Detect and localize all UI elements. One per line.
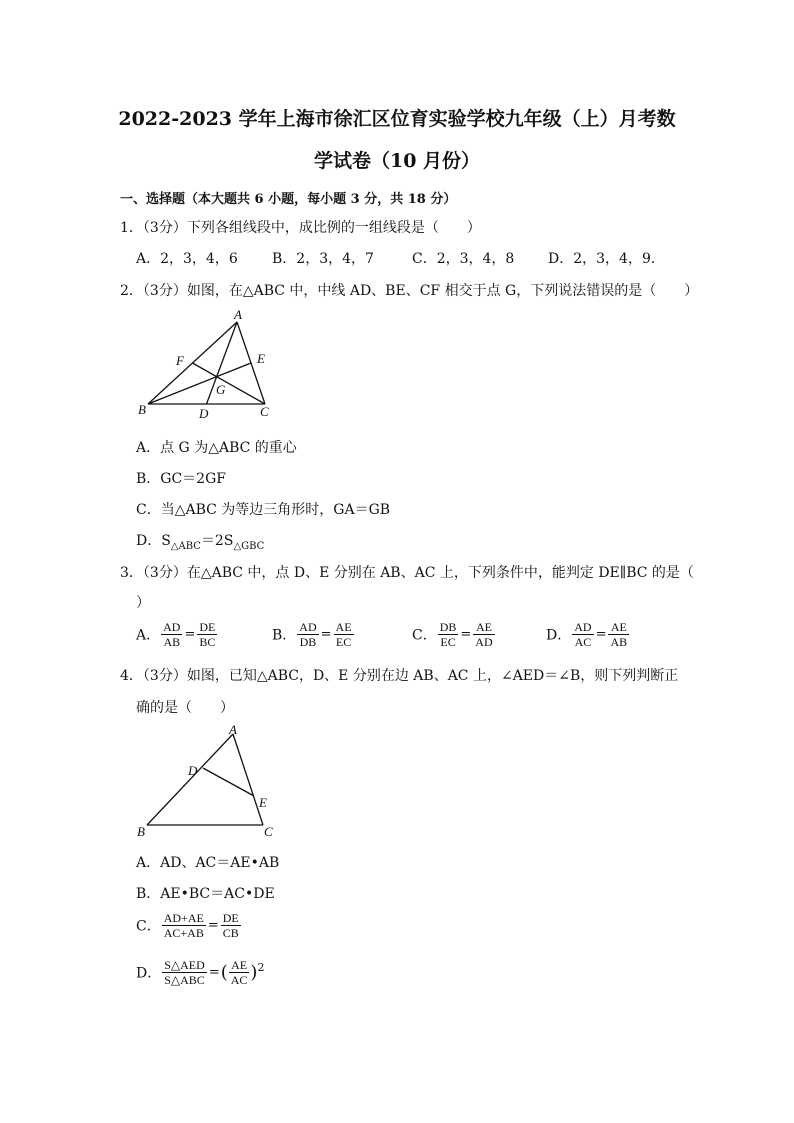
denominator: AB (163, 635, 181, 649)
question-3-option-a (136, 620, 218, 649)
option-d-prefix: D．S (136, 533, 171, 549)
title-line-1: 2022-2023 学年上海市徐汇区位育实验学校九年级（上）月考数 (118, 108, 676, 130)
line-de (203, 768, 254, 796)
denominator: S△ABC (164, 973, 205, 987)
left-paren: ( (220, 962, 228, 983)
numerator: AD (299, 620, 317, 634)
question-4-option-a: A．AD、AC＝AE•AB (136, 855, 280, 871)
option-label: A． (136, 627, 161, 644)
median-be (148, 363, 251, 404)
numerator: S△AED (164, 958, 205, 972)
fraction (608, 620, 629, 649)
question-4-stem-line-1: 4．（3分）如图，已知△ABC，D、E 分别在边 AB、AC 上，∠AED＝∠B，则下列判断正 (120, 668, 679, 684)
exponent: 2 (257, 960, 265, 974)
numerator: AD+AE (163, 911, 204, 925)
question-1-option-d: D．2，3，4，9． (548, 251, 665, 267)
equals-sign: = (184, 627, 196, 642)
denominator: EC (440, 635, 456, 649)
question-3-option-c (412, 620, 496, 649)
equals-sign: = (208, 965, 220, 980)
label-c: C (260, 404, 269, 419)
denominator: DB (299, 635, 317, 649)
question-1-option-c: C．2，3，4，8 (412, 251, 515, 267)
fraction (161, 620, 182, 649)
numerator: AD (574, 620, 592, 634)
equals-sign: = (595, 627, 607, 642)
denominator: AC (230, 973, 248, 987)
label-a: A (234, 308, 242, 322)
fraction (438, 620, 459, 649)
numerator: DB (439, 620, 457, 634)
option-label: B． (272, 627, 297, 644)
denominator: EC (335, 635, 352, 649)
question-1-option-a: A．2，3，4，6 (136, 251, 238, 267)
option-label: C． (136, 918, 161, 935)
label-e: E (259, 795, 267, 810)
question-3-stem-line-1: 3．（3分）在△ABC 中，点 D、E 分别在 AB、AC 上，下列条件中，能判定 DE∥BC 的是（ (120, 565, 694, 581)
line-ac (233, 734, 263, 825)
numerator: DE (221, 911, 241, 926)
option-label: D． (136, 965, 162, 982)
numerator: AE (473, 620, 494, 635)
question-3-option-d (546, 620, 630, 649)
question-2-option-d (136, 530, 264, 552)
question-1-option-b: B．2，3，4，7 (272, 251, 374, 267)
equals-sign: = (460, 627, 472, 642)
fraction (162, 911, 206, 940)
question-4-stem-line-2: 确的是（ ） (136, 700, 234, 716)
denominator: CB (222, 926, 239, 940)
equals-sign: = (320, 627, 332, 642)
fraction (221, 911, 241, 940)
numerator: AE (229, 958, 250, 973)
question-2-figure (130, 308, 280, 424)
question-2-option-b: B．GC＝2GF (136, 471, 226, 487)
question-4-option-c (136, 911, 242, 940)
label-a: A (229, 722, 237, 737)
label-b: B (137, 824, 145, 839)
label-b: B (138, 402, 146, 417)
fraction (297, 620, 318, 649)
denominator: AD (475, 635, 493, 649)
line-ab (147, 734, 233, 825)
fraction (572, 620, 593, 649)
fraction (162, 958, 207, 987)
question-2-option-a: A．点 G 为△ABC 的重心 (136, 440, 297, 456)
numerator: AE (608, 620, 629, 635)
denominator: AC (574, 635, 592, 649)
denominator: BC (199, 635, 216, 649)
denominator: AC+AB (163, 926, 204, 940)
numerator: AD (163, 620, 181, 634)
question-4-option-b: B．AE•BC＝AC•DE (136, 886, 275, 902)
question-2-option-c: C．当△ABC 为等边三角形时，GA＝GB (136, 502, 391, 518)
label-f: F (176, 353, 184, 368)
question-4-figure (130, 722, 285, 840)
label-d: D (188, 763, 198, 778)
title-line-2: 学试卷（10 月份） (313, 150, 481, 172)
label-c: C (264, 824, 273, 839)
label-d: D (199, 406, 209, 421)
option-d-sub-1: △ABC (170, 540, 201, 552)
question-3-option-b (272, 620, 355, 649)
fraction (229, 958, 250, 987)
question-2-stem: 2．（3分）如图，在△ABC 中，中线 AD、BE、CF 相交于点 G，下列说法错误的是（ ） (120, 283, 699, 299)
fraction (197, 620, 217, 649)
fraction (334, 620, 354, 649)
numerator: DE (197, 620, 217, 635)
fraction (473, 620, 494, 649)
section-heading: 一、选择题（本大题共 6 小题，每小题 3 分，共 18 分） (120, 192, 457, 207)
label-g: G (216, 382, 226, 397)
denominator: AB (610, 635, 628, 649)
numerator: AE (335, 620, 352, 634)
right-paren: ) (250, 962, 258, 983)
median-cf (193, 363, 266, 404)
question-3-stem-line-2: ） (136, 595, 150, 611)
option-d-mid: ＝2S (200, 533, 234, 549)
option-label: D． (546, 627, 572, 644)
question-1-stem: 1．（3分）下列各组线段中，成比例的一组线段是（ ） (120, 220, 481, 236)
question-4-option-d (136, 958, 264, 987)
label-e: E (257, 351, 265, 366)
equals-sign: = (207, 918, 219, 933)
option-d-sub-2: △GBC (233, 540, 265, 552)
option-label: C． (412, 627, 437, 644)
